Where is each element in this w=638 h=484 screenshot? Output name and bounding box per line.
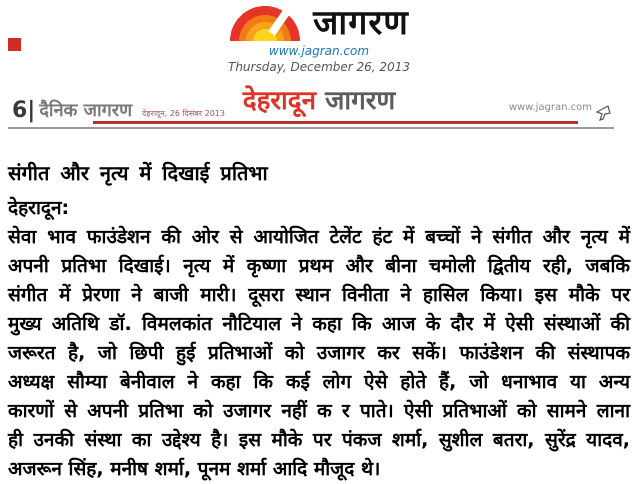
- article-headline: संगीत और नृत्य में दिखाई प्रतिभा: [8, 161, 268, 185]
- sunrise-icon: [229, 5, 301, 41]
- article-body-line: अपनी प्रतिभा दिखाई। नृत्य में कृष्णा प्रथम और बीना चमोली द्वितीय रही, जबकि: [8, 255, 630, 277]
- edition-date: देहरादून, 26 दिसंबर 2013: [142, 109, 225, 118]
- article-body-line: कारणों से अपनी प्रतिभा को उजागर नहीं क र पाते। ऐसी प्रतिभाओं को सामने लाना: [8, 400, 630, 422]
- page-number: 6|: [12, 98, 36, 123]
- article-dateline: देहरादून:: [8, 197, 70, 219]
- header-date: Thursday, December 26, 2013: [228, 60, 410, 74]
- paper-name: दैनिक जागरण: [39, 100, 133, 121]
- cursor-arrow-icon: [594, 104, 612, 122]
- article-body-line: सेवा भाव फाउंडेशन की ओर से आयोजित टेलेंट हंट में बच्चों ने संगीत और नृत्य में: [8, 226, 630, 248]
- header-website-link: www.jagran.com: [268, 44, 370, 58]
- masthead-website: www.jagran.com: [508, 102, 592, 113]
- article-body-line: संगीत में प्रेरणा ने बाजी मारी। दूसरा स्थान विनीता ने हासिल किया। इस मौके पर: [8, 284, 630, 306]
- red-square-marker: [8, 38, 21, 51]
- masthead-city: देहरादून: [242, 86, 317, 116]
- masthead-gray-rule: [8, 127, 614, 129]
- masthead-name: जागरण: [325, 86, 396, 116]
- article-body-line: ही उनकी संस्था का उद्देश्य है। इस मौके पर पंकज शर्मा, सुशील बतरा, सुरेंद्र यादव,: [8, 429, 630, 451]
- masthead-red-rule: [93, 121, 578, 124]
- article: [8, 158, 630, 484]
- article-body-line: अजरून सिंह, मनीष शर्मा, पूनम शर्मा आदि मौजूद थे।: [8, 458, 381, 480]
- masthead-strip: [0, 86, 638, 136]
- article-body-line: अध्यक्ष सौम्या बेनीवाल ने कहा कि कई लोग ऐसे होते हैं, जो धनाभाव या अन्य: [8, 371, 630, 393]
- newspaper-header: [0, 4, 638, 74]
- article-body-line: मुख्य अतिथि डॉ. विमलकांत नौटियाल ने कहा कि आज के दौर में ऐसी संस्थाओं की: [8, 313, 630, 335]
- article-body-line: जरूरत है, जो छिपी हुई प्रतिभाओं को उजागर कर सकें। फाउंडेशन की संस्थापक: [8, 342, 630, 364]
- logo-row: [0, 4, 638, 42]
- logo-wordmark: जागरण: [313, 3, 409, 43]
